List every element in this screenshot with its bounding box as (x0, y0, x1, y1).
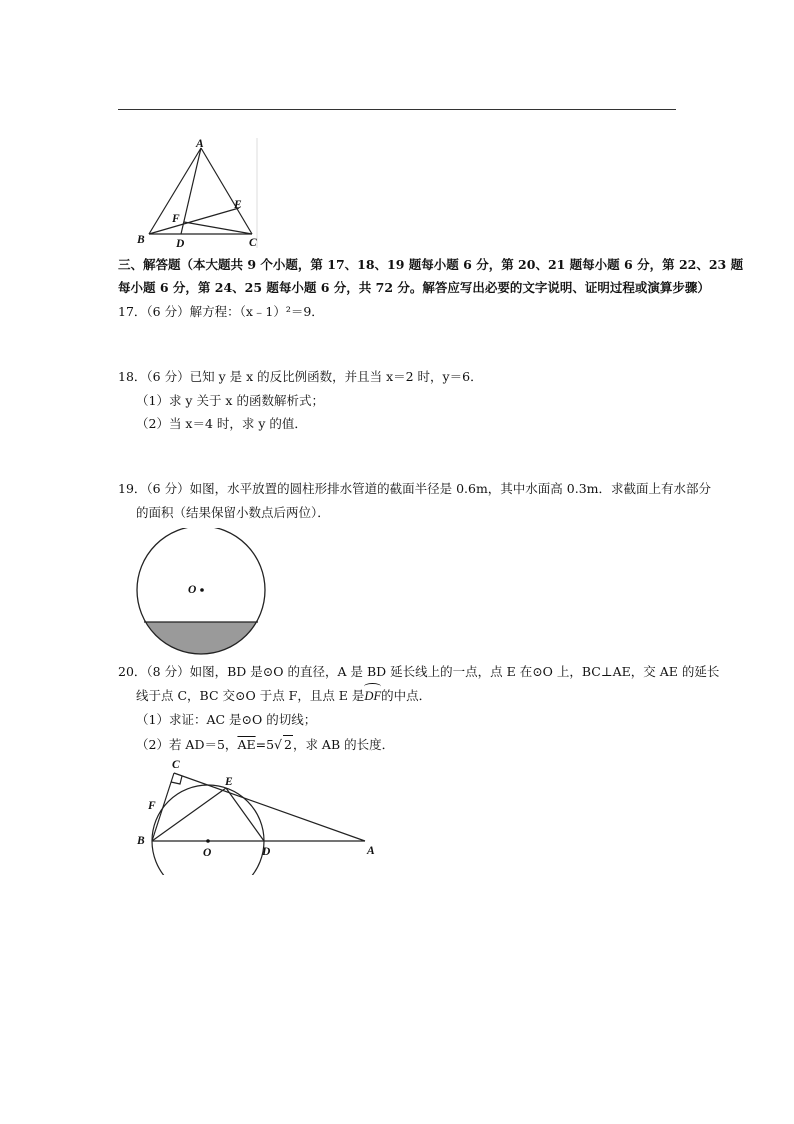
label-C: C (249, 237, 257, 249)
section-heading-line2: 每小题 6 分，第 24、25 题每小题 6 分，共 72 分。解答应写出必要的文字说明、证明过程或演算步骤） (118, 280, 710, 295)
q17-text: 解方程：（x﹣1）²＝9． (189, 304, 324, 319)
q20-line2 (136, 687, 431, 705)
sqrt-radicand: 2 (284, 737, 292, 752)
q17-points: （6 分） (146, 304, 190, 319)
q19-points: （6 分） (146, 481, 190, 496)
label-C: C (172, 759, 180, 771)
sqrt-symbol: √ (274, 737, 282, 752)
q18-text: 已知 y 是 x 的反比例函数，并且当 x＝2 时，y＝6． (189, 369, 483, 384)
q19-number: 19． (118, 481, 147, 496)
center-point (200, 588, 204, 592)
section-heading-line1: 三、解答题（本大题共 9 个小题，第 17、18、19 题每小题 6 分，第 20、21 题每小题 6 分，第 22、23 题 (118, 257, 744, 272)
label-B: B (137, 835, 145, 847)
q20-line1: 如图，BD 是⊙O 的直径，A 是 BD 延长线上的一点，点 E 在⊙O 上，BC⊥AE，交 AE 的延长 (189, 664, 720, 679)
label-A: A (367, 845, 375, 857)
q20-part2-end: ，求 AB 的长度． (292, 737, 395, 752)
label-E: E (225, 776, 233, 788)
q18-part-1: （1）求 y 关于 x 的函数解析式； (136, 393, 324, 408)
q20-points: （8 分） (146, 664, 190, 679)
header-rule (118, 109, 676, 110)
label-B: B (137, 234, 145, 246)
label-F: F (148, 800, 156, 812)
question-19 (118, 480, 711, 498)
q20-number: 20． (118, 664, 147, 679)
triangle-figure (130, 136, 265, 252)
q19-line2: 的面积（结果保留小数点后两位）． (136, 505, 330, 520)
segment-AE: $\overline{AE}$ (237, 737, 256, 752)
question-18 (118, 368, 483, 386)
water-region (132, 622, 270, 656)
question-17 (118, 303, 324, 321)
q18-points: （6 分） (146, 369, 190, 384)
pipe-figure (132, 528, 270, 656)
arc-DF: DF (364, 689, 382, 703)
q17-number: 17． (118, 304, 147, 319)
q20-part2-text: （2）若 AD＝5， (136, 737, 238, 752)
label-O: O (203, 847, 212, 859)
q19-line1: 如图，水平放置的圆柱形排水管道的截面半径是 0.6m，其中水面高 0.3m．求截面上有水部分 (189, 481, 712, 496)
label-O: O (188, 584, 197, 596)
q20-part-1: （1）求证：AC 是⊙O 的切线； (136, 712, 317, 727)
label-E: E (234, 199, 242, 211)
question-20 (118, 663, 719, 681)
q18-number: 18． (118, 369, 147, 384)
q20-part-2 (136, 735, 394, 754)
label-D: D (176, 238, 185, 250)
label-A: A (196, 138, 204, 150)
q20-line2-text: 线于点 C，BC 交⊙O 于点 F，且点 E 是 (136, 688, 365, 703)
label-D: D (262, 846, 271, 858)
tangent-figure (130, 755, 380, 875)
label-F: F (172, 213, 180, 225)
q20-part2-eq: =5 (255, 737, 275, 752)
q20-line2-end: 的中点． (381, 688, 432, 703)
q18-part-2: （2）当 x＝4 时，求 y 的值． (136, 416, 307, 431)
